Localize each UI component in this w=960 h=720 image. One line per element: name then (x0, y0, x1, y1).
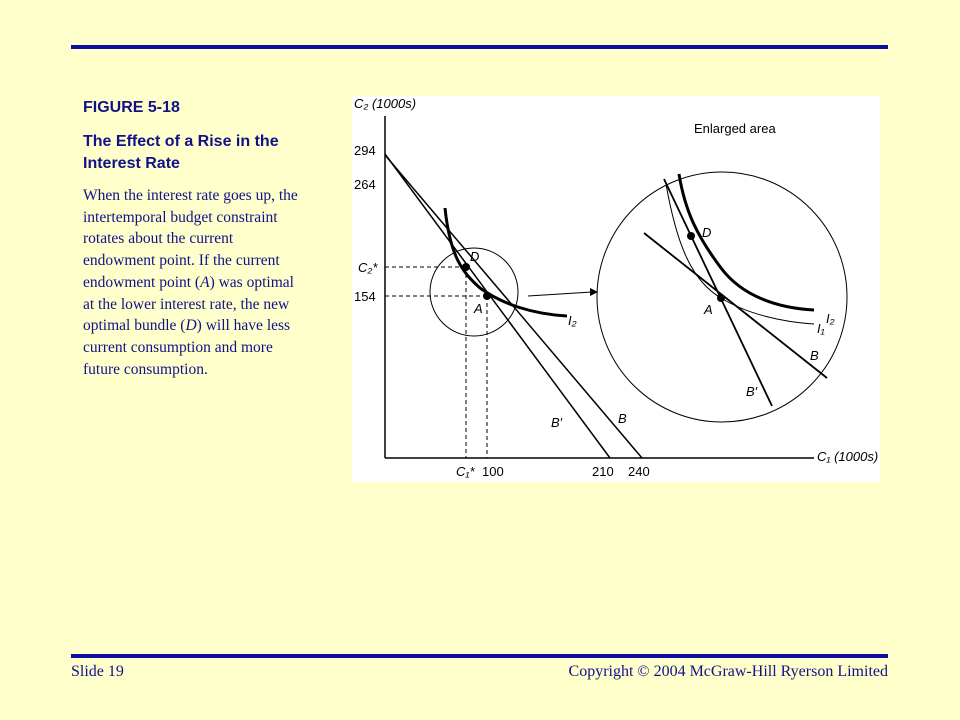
y-tick-264: 264 (354, 177, 376, 192)
enlarged-curve-i1 (666, 184, 814, 324)
caption-point-d: D (185, 317, 197, 335)
enlarged-point-d (687, 232, 695, 240)
slide-number: Slide 19 (71, 663, 124, 680)
label-a: A (474, 301, 483, 316)
enlarged-label-d: D (702, 225, 712, 240)
label-b: B (618, 411, 627, 426)
top-rule (71, 45, 888, 49)
budget-constraint-diagram (352, 96, 880, 482)
figure-caption: When the interest rate goes up, the intertemporal budget constraint rotates about the current endowment point. If the current endowment point (A) was optimal at the lower interest rate, the new optimal bundle (D) will have less current consumption and more future consumption. (83, 187, 298, 378)
enlarged-point-a (717, 294, 725, 302)
x-tick-210: 210 (592, 464, 614, 479)
x-tick-240: 240 (628, 464, 650, 479)
enlarged-area-label: Enlarged area (694, 121, 776, 136)
y-axis-label: C₂ (1000s) (354, 96, 417, 111)
x-tick-c1-star: C₁* (456, 464, 475, 479)
figure-title: The Effect of a Rise in the Interest Rate (83, 133, 279, 172)
copyright-notice: Copyright © 2004 McGraw-Hill Ryerson Limited (568, 663, 888, 680)
diagram-panel (352, 96, 880, 482)
label-i2: I₂ (568, 313, 577, 328)
budget-line-b-prime (385, 154, 610, 458)
y-tick-294: 294 (354, 143, 376, 158)
figure-label: FIGURE 5-18 (83, 99, 180, 116)
caption-point-a: A (200, 273, 210, 291)
enlarged-label-i2: I₂ (826, 311, 835, 326)
label-d: D (470, 249, 480, 264)
y-tick-154: 154 (354, 289, 376, 304)
enlarged-label-i1: I₁ (817, 321, 825, 336)
label-b-prime: B′ (551, 415, 563, 430)
x-tick-100: 100 (482, 464, 504, 479)
y-tick-c2-star: C₂* (358, 260, 378, 275)
enlarged-label-b-prime: B′ (746, 384, 758, 399)
point-a (483, 292, 491, 300)
zoom-arrow (528, 292, 592, 296)
point-d (462, 263, 470, 271)
enlarged-label-a: A (704, 302, 713, 317)
bottom-rule (71, 654, 888, 658)
x-axis-label: C₁ (1000s) (817, 449, 879, 464)
enlarged-label-b: B (810, 348, 819, 363)
